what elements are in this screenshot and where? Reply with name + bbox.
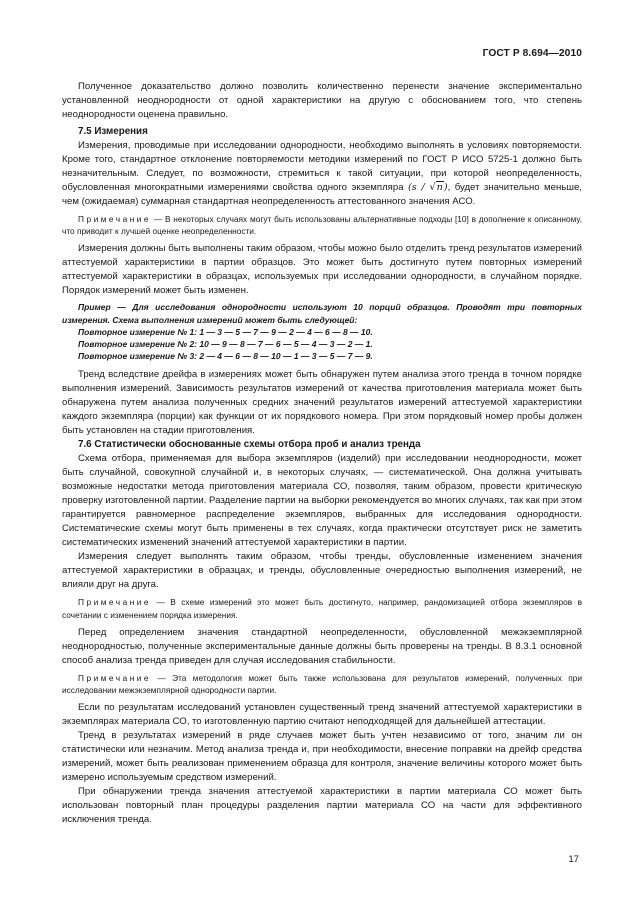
formula-n: n: [436, 182, 443, 193]
example-label: Пример: [78, 302, 111, 313]
section-7-5-heading: 7.5 Измерения: [78, 126, 148, 137]
note-label: Примечание: [78, 214, 152, 224]
section-7-5-paragraph-1: [62, 139, 582, 209]
example-intro-text: — Для исследования однородности используют 10 порций образцов. Проводят три повторных измерения. Схема выполнения измерений может быть следующей:: [62, 302, 582, 325]
example-line-1: Повторное измерение № 1: 1 — 3 — 5 — 7 — 9 — 2 — 4 — 6 — 8 — 10.: [78, 326, 373, 337]
example-block: [62, 301, 582, 362]
note-2: [62, 596, 582, 620]
note-text: — В схеме измерений это может быть достигнуто, например, рандомизацией отбора экземпляров в сочетании с изменением порядка измерения.: [62, 597, 582, 620]
example-line-2: Повторное измерение № 2: 10 — 9 — 8 — 7 — 6 — 5 — 4 — 3 — 2 — 1.: [78, 339, 373, 350]
note-text: — Эта методология может быть также использована для результатов измерений, полученных при исследовании межэкземплярной однородности партии.: [62, 672, 583, 696]
section-7-5-paragraph-2: Измерения должны быть выполнены таким образом, чтобы можно было отделить тренд результатов измерений аттестуемой характеристики в партии образцов. Это может быть достигнуто путем повторных измерений аттестуемой характеристики в образцах, используемых при исследовании однородности, в случайном порядке. Порядок измерений может быть изменен.: [62, 243, 582, 297]
section-7-6-heading: 7.6 Статистически обоснованные схемы отбора проб и анализ тренда: [78, 439, 421, 451]
note-label: Примечание: [78, 597, 152, 608]
note-3: [62, 672, 582, 696]
formula-slash: /: [421, 182, 425, 193]
example-line-3: Повторное измерение № 3: 2 — 4 — 6 — 8 — 10 — 1 — 3 — 5 — 7 — 9.: [78, 351, 373, 362]
paragraph-text: , будет значительно меньше, чем (ожидаемая) суммарная стандартная неопределенность аттестованного значения АСО.: [62, 182, 582, 207]
section-7-6-paragraph-6: При обнаружении тренда значения аттестуемой характеристики в партии материала СО может быть использован повторный план процедуры разделения партии материала СО на части для эффективного исключения тренда.: [62, 786, 582, 826]
note-1: [62, 213, 582, 237]
note-label: Примечание: [78, 672, 152, 683]
section-7-6-paragraph-4: Если по результатам исследований установлен существенный тренд значений аттестуемой характеристики в экземплярах материала СО, то изготовленную партию считают неподходящей для дальнейшей аттестации.: [62, 702, 582, 728]
formula-s: s: [411, 182, 417, 193]
formula-s-over-root-n: (s / √n): [407, 182, 448, 193]
section-7-6-paragraph-3: Перед определением значения стандартной неопределенности, обусловленной межэкземплярной неоднородностью, полученные экспериментальные данные должны быть проверены на тренды. В 8.3.1 основной способ анализа тренда приведен для случая исследования стабильности.: [62, 626, 582, 666]
page-content: [62, 80, 582, 827]
section-7-6-paragraph-5: Тренд в результатах измерений в ряде случаев может быть учтен независимо от того, значим ли он статистически или незначим. Метод анализа тренда и, при необходимости, внесение поправки на дрейф средства измерений, может быть реализован применением образца для контроля, значение величины которого может быть измерено используемым средством измерений.: [62, 730, 582, 784]
section-7-6-paragraph-1: Схема отбора, применяемая для выбора экземпляров (изделий) при исследовании неоднородности, может быть случайной, совокупной случайной и, в некоторых случаях, — систематической. Она должна учитывать возможные недостатки метода приготовления материала СО, позволяя, таким образом, провести критическую проверку изготовленной партии. Разделение партии на выборки рекомендуется во многих случаях, так как при этом гарантируется равномерное распределение экземпляров, выбранных для исследования однородности. Систематические схемы могут быть применены в тех случаях, когда практически отсутствует риск не заметить систематических изменений значений аттестуемой характеристики в партии.: [62, 453, 582, 549]
paragraph-text: Измерения, проводимые при исследовании однородности, необходимо выполнять в условиях повторяемости. Кроме того, стандартное отклонение повторяемости методики измерений по ГОСТ Р ИСО 5725-1 должно быть незначительным. Следует, по возможности, стремиться к такой ситуации, при которой неопределенность, обусловленная многократными измерениями свойства одного экземпляра: [62, 140, 582, 193]
section-7-5-paragraph-3: Тренд вследствие дрейфа в измерениях может быть обнаружен путем анализа этого тренда в точном порядке выполнения измерений. Зависимость результатов измерений от качества приготовления материала может быть обнаружена путем анализа полученных средних значений результатов измерений аттестуемой характеристики каждого экземпляра (порции) как функции от их порядкового номера. При этом порядковый номер пробы должен быть установлен на стадии приготовления.: [62, 369, 582, 437]
standard-id: ГОСТ Р 8.694—2010: [482, 48, 582, 59]
page-number: 17: [568, 854, 579, 865]
section-7-6-paragraph-2: Измерения следует выполнять таким образом, чтобы тренды, обусловленные изменением значения аттестуемой характеристики в образцах, и тренды, обусловленные очередностью выполнения измерений, не влияли друг на друга.: [62, 551, 582, 591]
intro-paragraph: Полученное доказательство должно позволить количественно перенести значение экспериментально установленной неоднородности от одной характеристики на другую с обоснованием того, что степень неоднородности оценена правильно.: [62, 81, 582, 120]
note-text: — В некоторых случаях могут быть использованы альтернативные подходы [10] в дополнение к описанному, что приводит к лучшей оценке неопределенности.: [62, 214, 582, 237]
example-intro: [62, 301, 582, 325]
